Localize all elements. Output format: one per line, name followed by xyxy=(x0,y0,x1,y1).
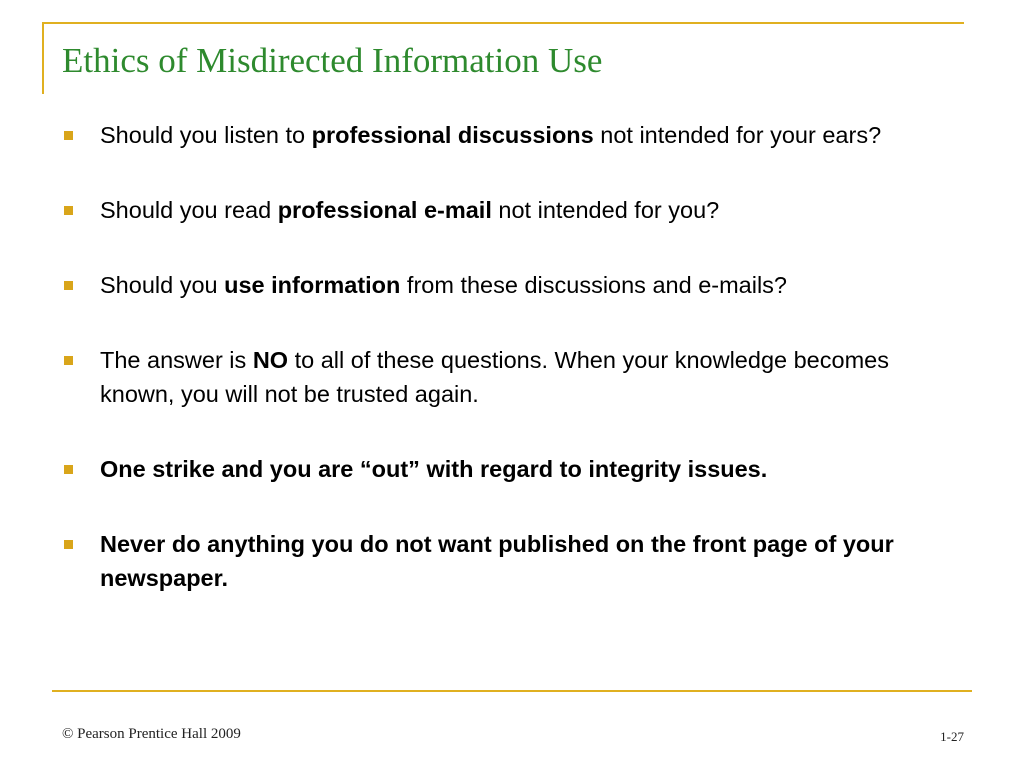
bullet-item xyxy=(64,193,964,227)
slide-page-number: 1-27 xyxy=(940,729,964,744)
bullet-text-segment: Should you listen to xyxy=(100,122,312,148)
footer-copyright: © Pearson Prentice Hall 2009 xyxy=(62,726,241,742)
bullet-text-segment: not intended for your ears? xyxy=(593,122,882,148)
title-frame-left-rule xyxy=(42,22,44,94)
square-bullet-icon xyxy=(64,131,73,140)
bullet-text-segment: Should you xyxy=(100,272,225,298)
square-bullet-icon xyxy=(64,281,73,290)
bullet-item xyxy=(64,268,964,302)
slide-title: Ethics of Misdirected Information Use xyxy=(62,41,603,80)
square-bullet-icon xyxy=(64,540,73,549)
bullet-item xyxy=(64,343,964,411)
bullet-item xyxy=(64,452,964,486)
bullet-text-bold-segment: Never do anything you do not want published on the front page of your newspaper. xyxy=(100,531,894,591)
bullet-list xyxy=(64,118,964,636)
footer-rule xyxy=(52,690,972,692)
bullet-item xyxy=(64,118,964,152)
bullet-text-segment: from these discussions and e-mails? xyxy=(400,272,788,298)
square-bullet-icon xyxy=(64,356,73,365)
bullet-text-bold-segment: use information xyxy=(224,272,401,298)
bullet-text-bold-segment: NO xyxy=(252,347,289,373)
bullet-text-bold-segment: professional discussions xyxy=(311,122,594,148)
square-bullet-icon xyxy=(64,465,73,474)
bullet-text-segment: The answer is xyxy=(100,347,253,373)
bullet-text-bold-segment: One strike and you are “out” with regard to integrity issues. xyxy=(100,456,768,482)
bullet-item xyxy=(64,527,964,595)
bullet-text-segment: to all of these questions. When your knowledge becomes known, you will not be trusted again. xyxy=(100,347,889,407)
bullet-text-bold-segment: professional e-mail xyxy=(277,197,492,223)
square-bullet-icon xyxy=(64,206,73,215)
bullet-text-segment: Should you read xyxy=(100,197,278,223)
bullet-text-segment: not intended for you? xyxy=(491,197,720,223)
title-frame-top-rule xyxy=(42,22,964,24)
